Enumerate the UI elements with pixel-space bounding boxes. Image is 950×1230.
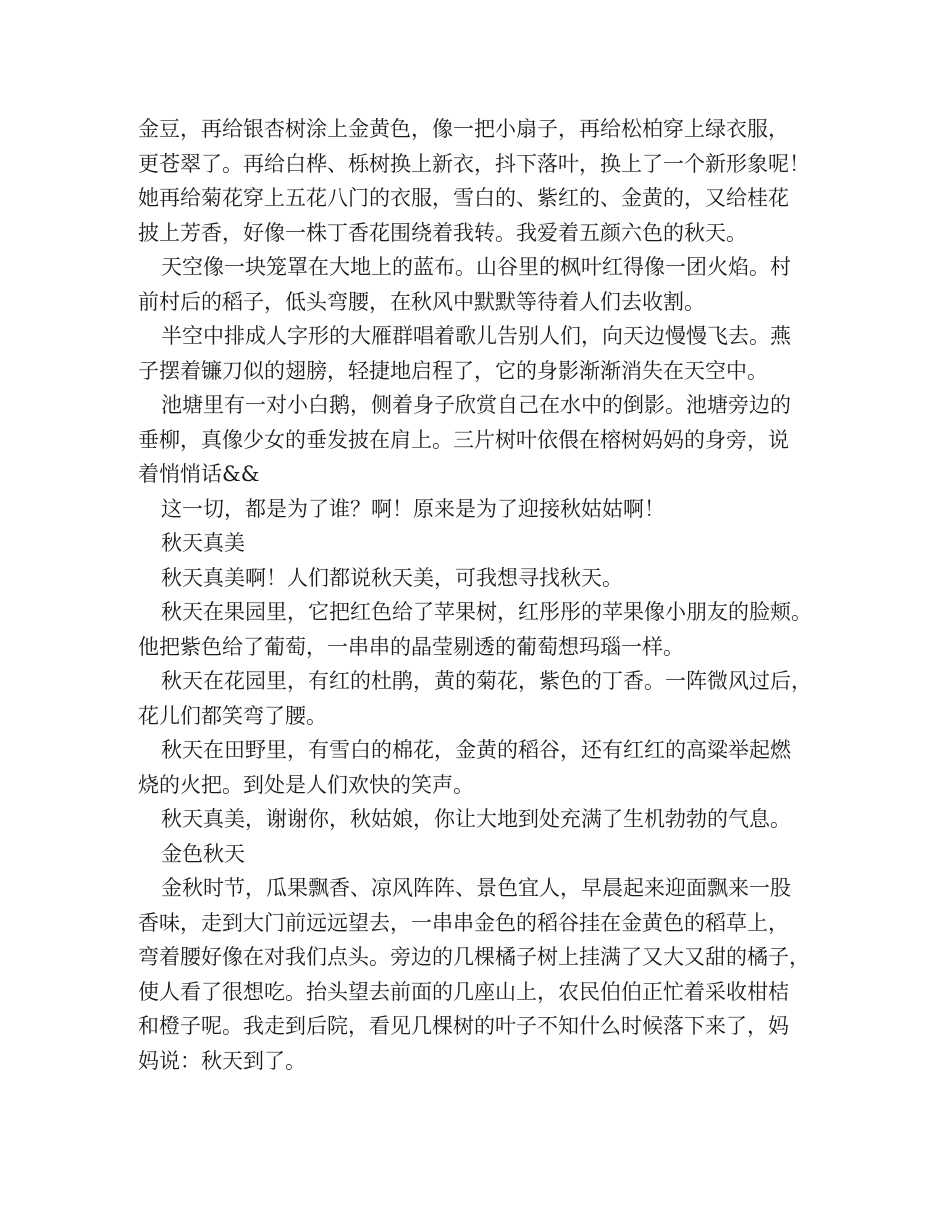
text-line: 秋天在果园里，它把红色给了苹果树，红彤彤的苹果像小朋友的脸颊。 bbox=[161, 600, 812, 624]
document-body bbox=[138, 112, 828, 1078]
text-line: 更苍翠了。再给白桦、栎树换上新衣，抖下落叶，换上了一个新形象呢！ bbox=[138, 151, 810, 176]
text-line: 使人看了很想吃。抬头望去前面的几座山上，农民伯伯正忙着采收柑桔 bbox=[138, 979, 789, 1004]
text-line: 秋天在田野里，有雪白的棉花，金黄的稻谷，还有红红的高粱举起燃 bbox=[161, 738, 791, 762]
text-line: 披上芳香，好像一株丁香花围绕着我转。我爱着五颜六色的秋天。 bbox=[138, 220, 747, 245]
text-line: 她再给菊花穿上五花八门的衣服，雪白的、紫红的、金黄的，又给桂花 bbox=[138, 186, 789, 210]
text-line: 金豆，再给银杏树涂上金黄色，像一把小扇子，再给松柏穿上绿衣服， bbox=[138, 117, 789, 141]
text-line: 花儿们都笑弯了腰。 bbox=[138, 703, 327, 728]
text-line: 香味，走到大门前远远望去，一串串金色的稻谷挂在金黄色的稻草上， bbox=[138, 910, 789, 935]
text-line: 半空中排成人字形的大雁群唱着歌儿告别人们，向天边慢慢飞去。燕 bbox=[161, 324, 791, 348]
text-line: 金秋时节，瓜果飘香、凉风阵阵、景色宜人，早晨起来迎面飘来一股 bbox=[161, 876, 791, 900]
text-line: 池塘里有一对小白鹅，侧着身子欣赏自己在水中的倒影。池塘旁边的 bbox=[161, 393, 791, 417]
text-line: 弯着腰好像在对我们点头。旁边的几棵橘子树上挂满了又大又甜的橘子， bbox=[138, 945, 810, 969]
text-line: 前村后的稻子，低头弯腰，在秋风中默默等待着人们去收割。 bbox=[138, 289, 705, 314]
text-line: 烧的火把。到处是人们欢快的笑声。 bbox=[138, 772, 474, 797]
text-line: 秋天真美啊！人们都说秋天美，可我想寻找秋天。 bbox=[161, 565, 623, 590]
text-line: 子摆着镰刀似的翅膀，轻捷地启程了，它的身影渐渐消失在天空中。 bbox=[138, 358, 768, 383]
text-line: 着悄悄话&& bbox=[138, 462, 260, 486]
text-line: 和橙子呢。我走到后院，看见几棵树的叶子不知什么时候落下来了，妈 bbox=[138, 1014, 789, 1038]
text-line: 秋天在花园里，有红的杜鹃，黄的菊花，紫色的丁香。一阵微风过后， bbox=[161, 669, 812, 693]
text-line: 秋天真美 bbox=[161, 531, 245, 555]
text-line: 妈说：秋天到了。 bbox=[138, 1048, 306, 1073]
text-line: 金色秋天 bbox=[161, 841, 245, 866]
text-line: 这一切，都是为了谁？啊！原来是为了迎接秋姑姑啊！ bbox=[161, 496, 665, 521]
text-line: 他把紫色给了葡萄，一串串的晶莹剔透的葡萄想玛瑙一样。 bbox=[138, 634, 684, 659]
text-line: 天空像一块笼罩在大地上的蓝布。山谷里的枫叶红得像一团火焰。村 bbox=[161, 255, 791, 279]
text-line: 秋天真美，谢谢你，秋姑娘，你让大地到处充满了生机勃勃的气息。 bbox=[161, 807, 791, 831]
text-line: 垂柳，真像少女的垂发披在肩上。三片树叶依偎在榕树妈妈的身旁，说 bbox=[138, 427, 789, 452]
